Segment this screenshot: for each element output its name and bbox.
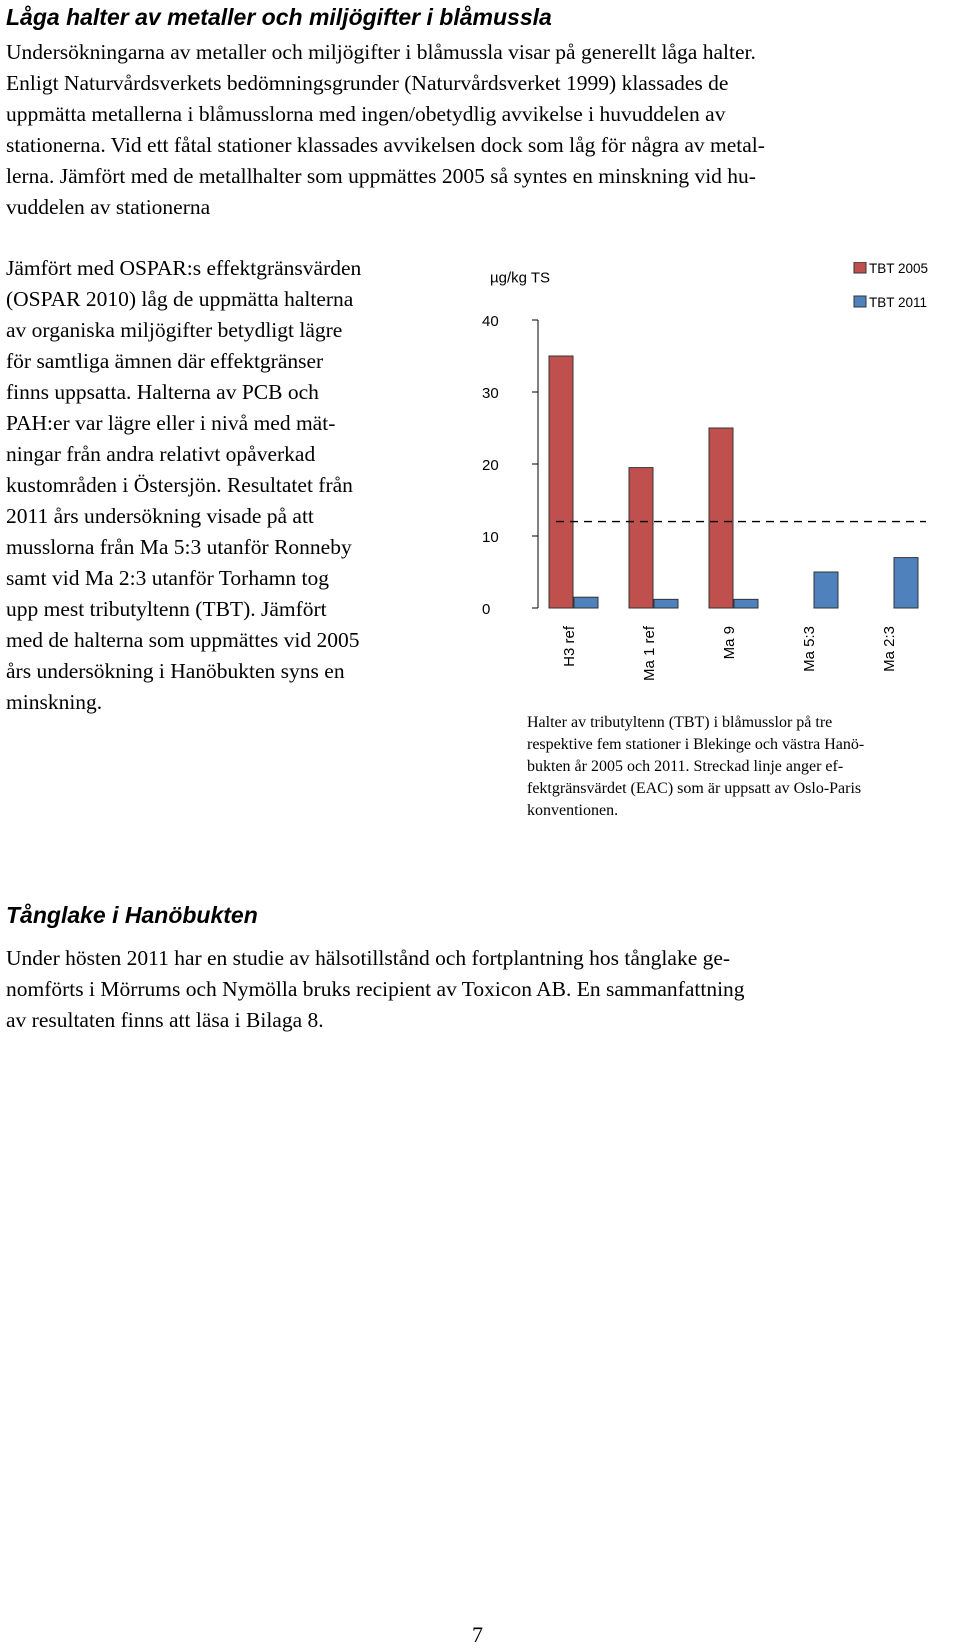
eelpout-paragraph (6, 943, 916, 1036)
legend-swatch-tbt-2005 (854, 262, 866, 273)
x-tick-label: Ma 1 ref (641, 626, 658, 682)
paragraph-line: uppmätta metallerna i blåmusslorna med ingen/obetydlig avvikelse i huvuddelen av (6, 102, 726, 126)
tbt-bar-chart (470, 262, 950, 692)
paragraph-line: musslorna från Ma 5:3 utanför Ronneby (6, 535, 352, 559)
bar-tbt-2011-ma-9 (734, 599, 758, 608)
paragraph-line: av resultaten finns att läsa i Bilaga 8. (6, 1008, 324, 1032)
caption-line: fektgränsvärdet (EAC) som är uppsatt av Oslo-Paris (527, 780, 862, 797)
paragraph-line: års undersökning i Hanöbukten syns en (6, 659, 345, 683)
paragraph-line: stationerna. Vid ett fåtal stationer klassades avvikelsen dock som låg för några av metal- (6, 133, 765, 157)
y-tick-label: 0 (482, 601, 491, 618)
caption-line: bukten år 2005 och 2011. Streckad linje anger ef- (527, 758, 844, 775)
y-tick-label: 20 (482, 457, 499, 474)
legend-label: TBT 2005 (869, 262, 929, 276)
bar-tbt-2005-h3-ref (549, 356, 573, 608)
paragraph-line: 2011 års undersökning visade på att (6, 504, 314, 528)
paragraph-line: PAH:er var lägre eller i nivå med mät- (6, 411, 336, 435)
legend-label: TBT 2011 (869, 295, 928, 310)
paragraph-line: upp mest tributyltenn (TBT). Jämfört (6, 597, 327, 621)
y-tick-label: 10 (482, 529, 499, 546)
y-tick-label: 40 (482, 313, 499, 330)
x-tick-label: H3 ref (561, 626, 578, 667)
bar-tbt-2011-h3-ref (574, 597, 598, 608)
paragraph-line: Jämfört med OSPAR:s effektgränsvärden (6, 256, 362, 280)
paragraph-line: för samtliga ämnen där effektgränser (6, 349, 324, 373)
paragraph-line: minskning. (6, 690, 103, 714)
ospar-paragraph (6, 253, 361, 718)
caption-line: konventionen. (527, 802, 619, 819)
legend-swatch-tbt-2011 (854, 296, 866, 307)
paragraph-line: Enligt Naturvårdsverkets bedömningsgrunder (Naturvårdsverket 1999) klassades de (6, 71, 729, 95)
paragraph-line: (OSPAR 2010) låg de uppmätta halterna (6, 287, 354, 311)
paragraph-line: Under hösten 2011 har en studie av hälsotillstånd och fortplantning hos tånglake ge- (6, 946, 731, 970)
bar-tbt-2005-ma-1-ref (629, 468, 653, 608)
paragraph-line: kustområden i Östersjön. Resultatet från (6, 473, 353, 497)
paragraph-line: samt vid Ma 2:3 utanför Torhamn tog (6, 566, 329, 590)
paragraph-line: nomförts i Mörrums och Nymölla bruks recipient av Toxicon AB. En sammanfattning (6, 977, 745, 1001)
section-heading-metals: Låga halter av metaller och miljögifter i blåmussla (6, 4, 552, 30)
bar-tbt-2011-ma-2-3 (894, 558, 918, 608)
x-tick-label: Ma 5:3 (801, 626, 818, 672)
x-tick-label: Ma 2:3 (881, 626, 898, 672)
caption-line: respektive fem stationer i Blekinge och västra Hanö- (527, 736, 865, 753)
chart-caption (527, 712, 864, 822)
bar-tbt-2005-ma-9 (709, 428, 733, 608)
paragraph-line: vuddelen av stationerna (6, 195, 211, 219)
y-tick-label: 30 (482, 385, 499, 402)
bar-tbt-2011-ma-5-3 (814, 572, 838, 608)
caption-line: Halter av tributyltenn (TBT) i blåmusslor på tre (527, 714, 833, 731)
paragraph-line: av organiska miljögifter betydligt lägre (6, 318, 343, 342)
paragraph-line: ningar från andra relativt opåverkad (6, 442, 316, 466)
x-tick-label: Ma 9 (721, 626, 738, 660)
paragraph-line: Undersökningarna av metaller och miljögifter i blåmussla visar på generellt låga halter. (6, 40, 756, 64)
paragraph-line: med de halterna som uppmättes vid 2005 (6, 628, 360, 652)
bar-tbt-2011-ma-1-ref (654, 599, 678, 608)
paragraph-line: lerna. Jämfört med de metallhalter som uppmättes 2005 så syntes en minskning vid hu- (6, 164, 756, 188)
y-axis-label: µg/kg TS (490, 269, 551, 287)
page-number: 7 (472, 1622, 483, 1647)
section-heading-eelpout: Tånglake i Hanöbukten (6, 902, 258, 928)
paragraph-line: finns uppsatta. Halterna av PCB och (6, 380, 319, 404)
metals-paragraph (6, 37, 916, 223)
